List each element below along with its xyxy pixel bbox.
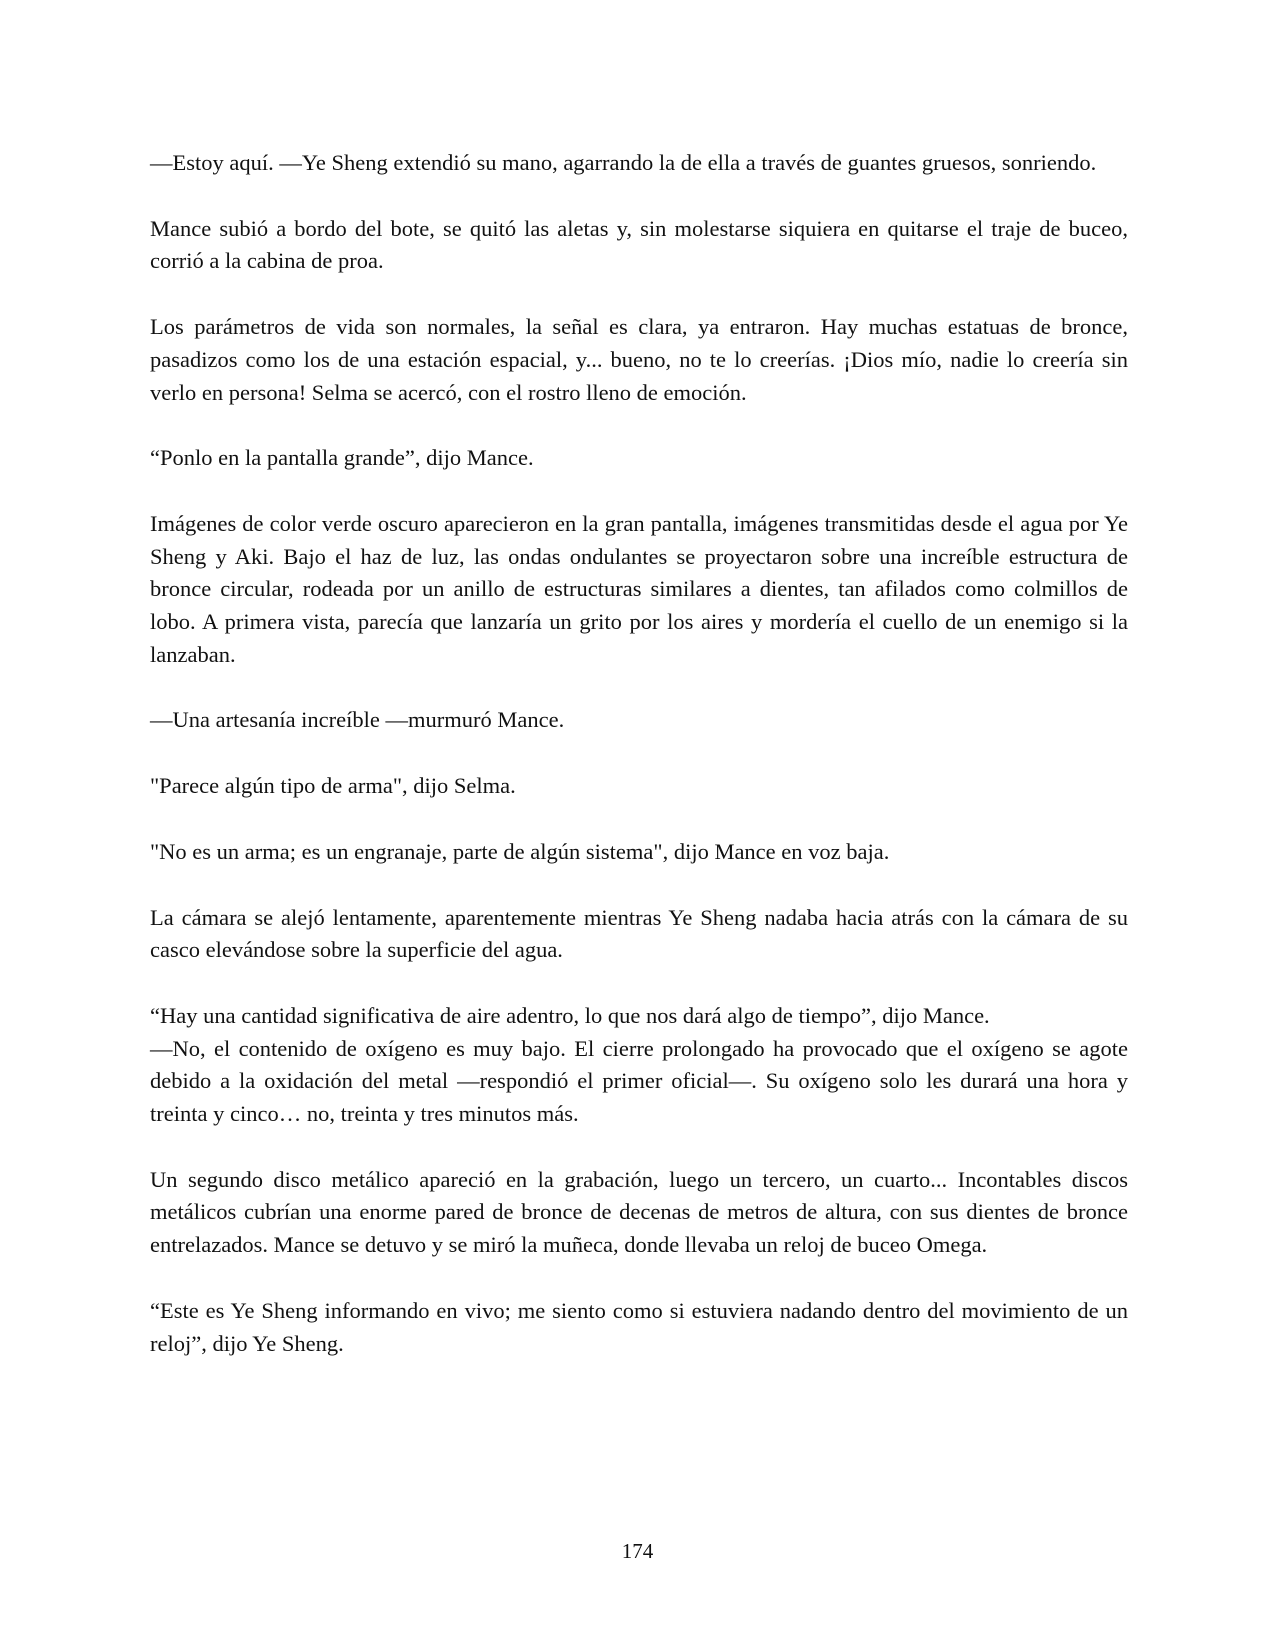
paragraph-8: "No es un arma; es un engranaje, parte de algún sistema", dijo Mance en voz baja. [150,838,890,864]
page-body [150,147,1128,1393]
page-number: 174 [621,1539,654,1563]
paragraph-12: Un segundo disco metálico apareció en la grabación, luego un tercero, un cuarto... Incontables discos metálicos cubrían una enorme pared de bronce de decenas de metros de altura, con sus dientes de bronce entrelazados. Mance se detuvo y se miró la muñeca, donde llevaba un reloj de buceo Omega. [150,1166,1128,1258]
paragraph-4: “Ponlo en la pantalla grande”, dijo Mance. [150,445,534,471]
paragraph-1: —Estoy aquí. —Ye Sheng extendió su mano, agarrando la de ella a través de guantes gruesos, sonriendo. [150,150,1097,175]
paragraph-3: Los parámetros de vida son normales, la señal es clara, ya entraron. Hay muchas estatuas de bronce, pasadizos como los de una estación espacial, y... bueno, no te lo creerías. ¡Dios mío, nadie lo creería sin verlo en persona! Selma se acercó, con el rostro lleno de emoción. [150,314,1128,405]
paragraph-6: —Una artesanía increíble —murmuró Mance. [150,707,565,733]
paragraph-10: “Hay una cantidad significativa de aire adentro, lo que nos dará algo de tiempo”, dijo Mance. [150,1002,990,1028]
paragraph-5: Imágenes de color verde oscuro aparecieron en la gran pantalla, imágenes transmitidas desde el agua por Ye Sheng y Aki. Bajo el haz de luz, las ondas ondulantes se proyectaron sobre una increíble estructura de bronce circular, rodeada por un anillo de estructuras similares a dientes, tan afilados como colmillos de lobo. A primera vista, parecía que lanzaría un grito por los aires y mordería el cuello de un enemigo si la lanzaban. [150,510,1128,667]
paragraph-13: “Este es Ye Sheng informando en vivo; me siento como si estuviera nadando dentro del movimiento de un reloj”, dijo Ye Sheng. [150,1297,1128,1356]
paragraph-9: La cámara se alejó lentamente, aparentemente mientras Ye Sheng nadaba hacia atrás con la cámara de su casco elevándose sobre la superficie del agua. [150,904,1128,963]
paragraph-11: —No, el contenido de oxígeno es muy bajo. El cierre prolongado ha provocado que el oxígeno se agote debido a la oxidación del metal —respondió el primer oficial—. Su oxígeno solo les durará una hora y treinta y cinco… no, treinta y tres minutos más. [150,1035,1128,1127]
paragraph-7: "Parece algún tipo de arma", dijo Selma. [150,773,516,799]
paragraph-2: Mance subió a bordo del bote, se quitó las aletas y, sin molestarse siquiera en quitarse el traje de buceo, corrió a la cabina de proa. [150,215,1128,274]
